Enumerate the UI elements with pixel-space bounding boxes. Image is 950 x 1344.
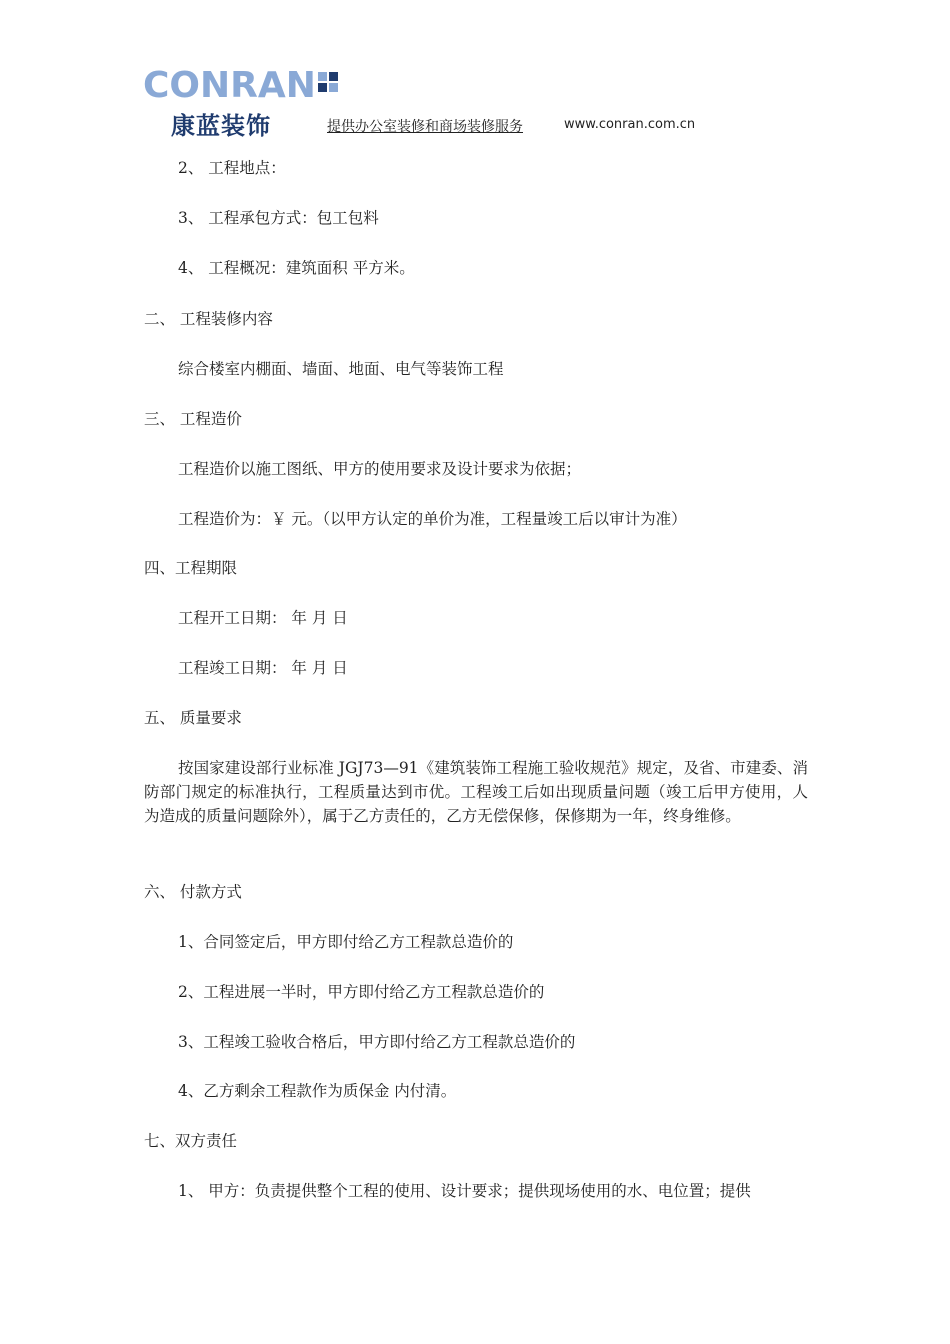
logo-wordmark: CONRAN [143, 68, 342, 104]
company-logo [143, 65, 342, 141]
header-website[interactable]: www.conran.com.cn [564, 117, 696, 132]
section-2-text: 综合楼室内棚面、墙面、地面、电气等装饰工程 [178, 360, 504, 378]
item-project-overview: 4、 工程概况：建筑面积 平方米。 [178, 259, 415, 277]
section-heading-3: 三、 工程造价 [144, 410, 242, 428]
end-date-line: 工程竣工日期： 年 月 日 [178, 659, 348, 677]
page-header [0, 0, 950, 140]
section-heading-4: 四、工程期限 [144, 559, 238, 577]
section-heading-6: 六、 付款方式 [144, 883, 242, 901]
item-project-location: 2、 工程地点： [178, 159, 286, 177]
quality-paragraph: 按国家建设部行业标准 JGJ73—91《建筑装饰工程施工验收规范》规定，及省、市建委、消防部门规定的标准执行，工程质量达到市优。工程竣工后如出现质量问题（竣工后甲方使用，人为造成的质量问题除外），属于乙方责任的，乙方无偿保修，保修期为一年，终身维修。 [144, 759, 808, 825]
start-date-line: 工程开工日期： 年 月 日 [178, 609, 348, 627]
payment-item-1: 1、合同签定后，甲方即付给乙方工程款总造价的 [178, 933, 514, 951]
payment-item-2: 2、工程进展一半时，甲方即付给乙方工程款总造价的 [178, 983, 545, 1001]
payment-item-3: 3、工程竣工验收合格后，甲方即付给乙方工程款总造价的 [178, 1033, 576, 1051]
section-3-text-1: 工程造价以施工图纸、甲方的使用要求及设计要求为依据； [178, 460, 582, 478]
logo-chinese-name: 康蓝装饰 [171, 112, 271, 140]
section-heading-7: 七、双方责任 [144, 1132, 238, 1150]
section-heading-2: 二、 工程装修内容 [144, 310, 273, 328]
section-heading-5: 五、 质量要求 [144, 709, 242, 727]
responsibility-item-1: 1、 甲方：负责提供整个工程的使用、设计要求；提供现场使用的水、电位置；提供 [178, 1182, 751, 1200]
section-3-text-2: 工程造价为：￥ 元。（以甲方认定的单价为准，工程量竣工后以审计为准） [178, 510, 687, 528]
payment-item-4: 4、乙方剩余工程款作为质保金 内付清。 [178, 1082, 457, 1100]
header-tagline[interactable]: 提供办公室装修和商场装修服务 [327, 119, 523, 135]
item-contract-method: 3、 工程承包方式：包工包料 [178, 209, 379, 227]
logo-squares-icon [318, 72, 342, 94]
